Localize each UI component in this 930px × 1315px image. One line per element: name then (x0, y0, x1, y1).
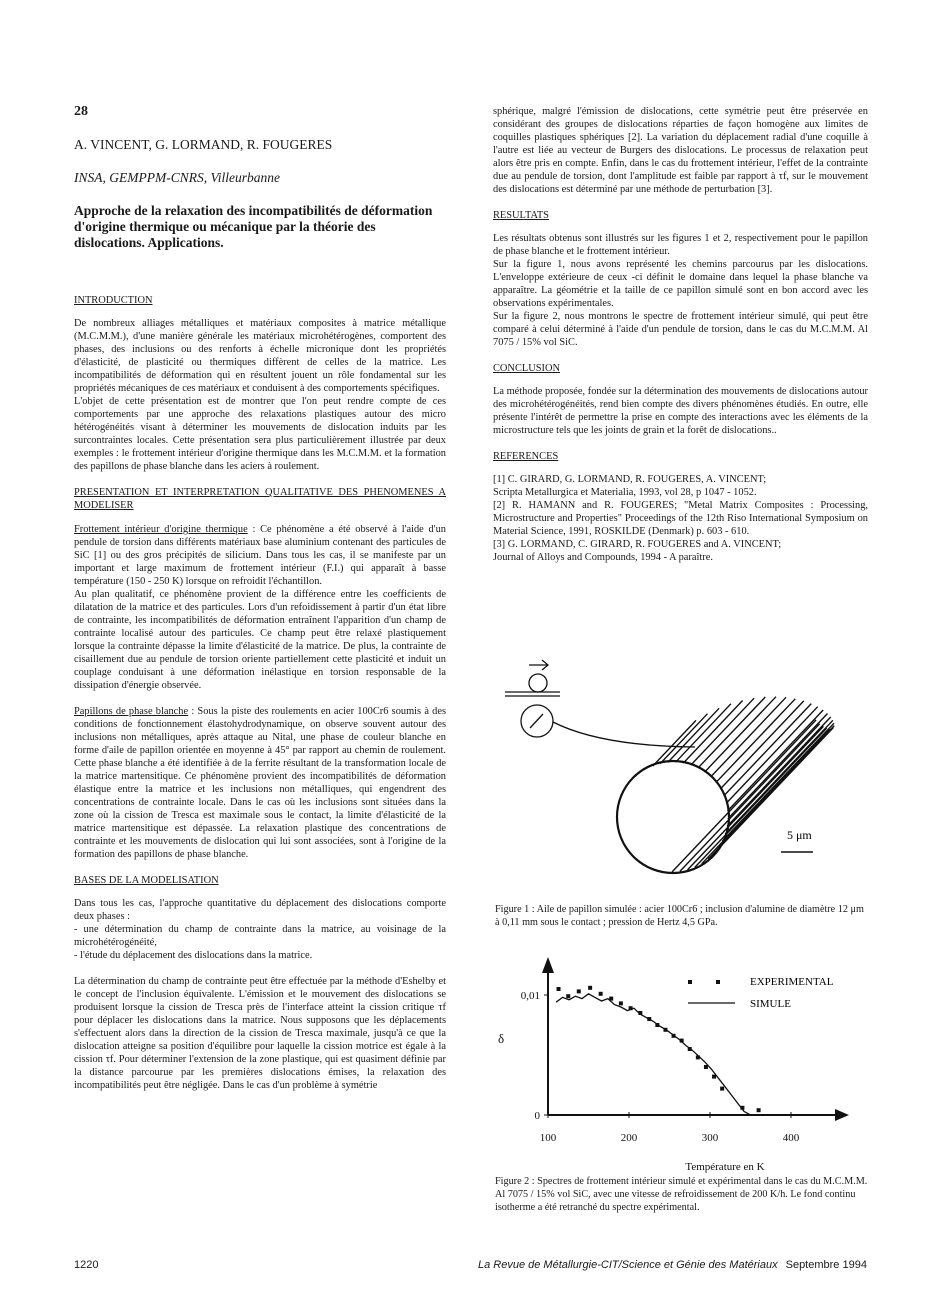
intro-paragraph-2: L'objet de cette présentation est de montrer que l'on peut rendre compte de ces comportements par une approche des relaxations plastiques autour des micro hétérogénéités visant à déterminer les mouvements de dislocation induits par les surcontraintes locales. Cette présentation sera plus particulièrement illustrée par deux exemples : le frottement intérieur d'origine thermique dans les M.C.M.M. et la formation des papillons de phase blanche dans les aciers à roulement. (74, 396, 446, 472)
conclusion-paragraph: La méthode proposée, fondée sur la détermination des mouvements de dislocations autour des microhétérogénéités, rend bien compte des divers phénomènes étudiés. En outre, elle présente l'intérêt de permettre la prise en compte des interactions avec les éléments de la microstructure tels que les joints de grain et la forêt de dislocations.. (493, 386, 868, 436)
x-tick-label: 200 (620, 1132, 638, 1144)
dislocation-path-line (702, 729, 830, 864)
heading-bases: BASES DE LA MODELISATION (74, 875, 219, 886)
heading-resultats: RESULTATS (493, 210, 549, 221)
footer-date: Septembre 1994 (785, 1259, 867, 1271)
presentation-paragraph-3 (74, 705, 446, 861)
figure-2-chart (490, 953, 870, 1178)
legend-label-experimental: EXPERIMENTAL (750, 976, 834, 988)
presentation-paragraph-2: Au plan qualitatif, ce phénomène provient de la différence entre les coefficients de dilatation de la matrice et des particules. Lors d'un refoidissement à partir d'un état libre de contrainte, les incompatibilités de déformation entraînent l'apparition d'un champ de contrainte localisé autour des particules. Ce champ peut être relaxé plastiquement lorsque la contrainte dépasse la limite d'élasticité de la matrice. De plus, la contrainte de cisaillement due au pendule de torsion oriente partiellement cette plasticité et induit un couplage conduisant à une déformation inélastique en torsion responsable de la dissipation d'énergie observée. (74, 589, 446, 691)
frottement-text: : Ce phénomène a été observé à l'aide d'un pendule de torsion dans différents matériaux base aluminium contenant des particules de SiC [1] ou des gros précipités de silicium. Dans tous les cas, il se manifeste par un important et large maximum de frottement intérieur (F.I.) qui apparaît à basse température (150 - 250 K) lorsque on refroidit l'échantillon. (74, 524, 446, 587)
experimental-point (577, 989, 581, 993)
authors: A. VINCENT, G. LORMAND, R. FOUGERES (74, 137, 333, 152)
roller-circle (529, 674, 547, 692)
x-tick-label: 100 (539, 1132, 557, 1144)
right-column (493, 105, 868, 564)
footer-journal-name: La Revue de Métallurgie-CIT/Science et Génie des Matériaux (478, 1259, 778, 1271)
intro-paragraph-1: De nombreux alliages métalliques et matériaux composites à matrice métallique (M.C.M.M.), d'une manière générale les matériaux microhétérogènes, comportent des phases, des inclusions ou des renforts à échelle micronique dont les propriétés d'élasticité, de plasticité ou thermiques diffèrent de celles de la matrice. Les incompatibilités de déformation qui en résultent jouent un rôle fondamental sur les propriétés mécaniques de ces matériaux et conduisent à des comportements spécifiques. (74, 318, 446, 394)
left-column (74, 105, 446, 1092)
scale-label: 5 μm (787, 828, 812, 842)
bases-list-item-2: - l'étude du déplacement des dislocations dans la matrice. (74, 950, 313, 961)
bases-list-item-1: - une détermination du champ de contrainte dans la matrice, au voisinage de la microhétérogénéité, (74, 924, 446, 948)
experimental-point (757, 1108, 761, 1112)
y-axis-label: δ (498, 1031, 505, 1046)
y-tick-label: 0 (534, 1110, 540, 1122)
zoom-circle-slash (530, 714, 543, 728)
frottement-label: Frottement intérieur d'origine thermique (74, 524, 248, 535)
legend-point-marker (688, 980, 692, 984)
dislocation-path-line (695, 728, 827, 867)
reference-3-authors: [3] G. LORMAND, C. GIRARD, R. FOUGERES and A. VINCENT; (493, 539, 782, 550)
legend-label-simule: SIMULE (750, 998, 791, 1010)
x-axis-arrow (835, 1109, 849, 1121)
paper-title: Approche de la relaxation des incompatibilités de déformation d'origine thermique ou mécanique par la théorie des dislocations. Applications. (74, 203, 433, 250)
reference-1-authors: [1] C. GIRARD, G. LORMAND, R. FOUGERES, A. VINCENT; (493, 474, 767, 485)
legend-point-marker (716, 980, 720, 984)
heading-conclusion: CONCLUSION (493, 363, 560, 374)
simulated-line (556, 994, 750, 1115)
affiliation: INSA, GEMPPM-CNRS, Villeurbanne (74, 170, 280, 185)
dislocation-path-line (660, 714, 707, 764)
dislocation-path-line (728, 710, 824, 811)
x-tick-label: 300 (701, 1132, 719, 1144)
heading-presentation: PRESENTATION ET INTERPRETATION QUALITATIVE DES PHENOMENES A MODELISER (74, 487, 446, 511)
papillons-text: : Sous la piste des roulements en acier 100Cr6 soumis à des conditions de fonctionnement élastohydrodynamique, on observe souvent autour des inclusions non métalliques, après attaque au Nital, une phase de couleur blanche en forme d'aile de papillon orientée en moyenne à 45° par rapport au chemin de roulement. Cette phase blanche a été identifiée à de la ferrite résultant de la transformation locale de la matrice martensitique. Ce phénomène provient des incompatibilités de déformation élastique entre la matrice et les inclusions non métalliques, qui engendrent des concentrations de contrainte locale. Dans le cas où les inclusions sont situées dans la zone où la cission de Tresca est maximale sous le contact, la limite d'élasticité de la matrice martensitique est dépassée. La relaxation plastique des concentrations de contrainte et les mouvements de dislocation qui lui sont associées, sont à l'origine de la formation des papillons de phase blanche. (74, 706, 446, 860)
bases-paragraph-2: La détermination du champ de contrainte peut être effectuée par la méthode d'Eshelby et le concept de l'inclusion équivalente. L'émission et le mouvement des dislocations se produisent lorsque la cission de Tresca près de l'interface atteint la cission critique τf pour déplacer les dislocations dans la matrice. Nous supposons que les déplacements s'effectuent alors dans la direction de la cission de Tresca maximale, jusqu'à ce que la dislocation atteigne sa position d'équilibre pour laquelle la cission motrice est égale à la cission τf. Pour déterminer l'extension de la zone plastique, qui est quasiment définie par la distance parcourue par les premières dislocations émises, la relaxation des incompatibilités peut être négligée. Dans le cas d'un problème à symétrie (74, 976, 446, 1091)
right-intro-paragraph: sphérique, malgré l'émission de dislocations, cette symétrie peut être préservée en considérant des groupes de dislocations réparties de façon homogène aux limites de coquilles plastiques sphériques [2]. La variation du déplacement radial d'une coquille à l'autre est liée au vecteur de Burgers des dislocations. Le processus de relaxation peut alors être pris en compte. Enfin, dans le cas du frottement intérieur, l'effet de la contrainte due au pendule de torsion, dont l'amplitude est faible par rapport à τf, sur le mouvement des dislocations est déterminé par une méthode de perturbation [3]. (493, 106, 868, 195)
page-number: 28 (74, 104, 88, 119)
dislocation-path-line (727, 717, 831, 826)
reference-3-source: Journal of Alloys and Compounds, 1994 - A paraître. (493, 552, 713, 563)
footer-journal (478, 1259, 867, 1271)
figure-2-caption: Figure 2 : Spectres de frottement intérieur simulé et expérimental dans le cas du M.C.M.M. Al 7075 / 15% vol SiC, avec une vitesse de refroidissement de 200 K/h. Le fond continu isotherme a été retranché du spectre expérimental. (495, 1176, 868, 1213)
dislocation-path-line (683, 701, 742, 764)
resultats-paragraph-2: Sur la figure 1, nous avons représenté les chemins parcourus par les dislocations. L'enveloppe extérieure de ceux -ci définit le domaine dans lequel la phase blanche va apparaître. La géométrie et la taille de ce papillon simulé sont en bon accord avec les observations expérimentales. (493, 259, 868, 309)
dislocation-path-line (653, 720, 696, 766)
presentation-paragraph-1 (74, 523, 446, 588)
experimental-point (720, 1087, 724, 1091)
footer-page-number: 1220 (74, 1259, 99, 1271)
reference-1-source: Scripta Metallurgica et Materialia, 1993, vol 28, p 1047 - 1052. (493, 487, 757, 498)
x-axis-label: Température en K (685, 1161, 765, 1173)
dislocation-paths (653, 697, 834, 872)
experimental-point (619, 1001, 623, 1005)
y-tick-label: 0,01 (520, 990, 540, 1002)
inclusion-circle (617, 761, 729, 873)
experimental-point (599, 992, 603, 996)
x-tick-label: 400 (782, 1132, 800, 1144)
heading-introduction: INTRODUCTION (74, 295, 153, 306)
experimental-point (557, 987, 561, 991)
figure-1-caption: Figure 1 : Aile de papillon simulée : acier 100Cr6 ; inclusion d'alumine de diamètre 12 μm à 0,11 mm sous le contact ; pression de Hertz 4,5 GPa. (495, 904, 864, 928)
dislocation-path-line (716, 699, 796, 783)
dislocation-path-line (705, 697, 776, 772)
dislocation-path-line (698, 697, 765, 768)
dislocation-path-line (691, 698, 754, 765)
papillons-label: Papillons de phase blanche (74, 706, 189, 717)
experimental-point (588, 986, 592, 990)
experimental-point (566, 994, 570, 998)
bases-paragraph-1: Dans tous les cas, l'approche quantitative du déplacement des dislocations comporte deux phases : (74, 898, 446, 922)
dislocation-path-line (711, 697, 786, 777)
figure-1-butterfly-diagram (505, 652, 835, 902)
dislocation-path-line (720, 701, 804, 789)
resultats-paragraph-3: Sur la figure 2, nous montrons le spectre de frottement intérieur simulé, qui peut être comparé à celui déterminé à l'aide d'un pendule de torsion, dans le cas du M.C.M.M. Al 7075 / 15% vol SiC. (493, 311, 868, 348)
reference-2: [2] R. HAMANN and R. FOUGERES; "Metal Matrix Composites : Processing, Microstructure and Properties" Proceedings of the 12th Riso International Symposium on Material Science, 1991, ROSKILDE (Denmark) p. 603 - 610. (493, 500, 868, 537)
heading-references: REFERENCES (493, 451, 559, 462)
resultats-paragraph-1: Les résultats obtenus sont illustrés sur les figures 1 et 2, respectivement pour le papillon de phase blanche et le frottement intérieur. (493, 233, 868, 257)
y-axis-arrow (542, 957, 554, 973)
